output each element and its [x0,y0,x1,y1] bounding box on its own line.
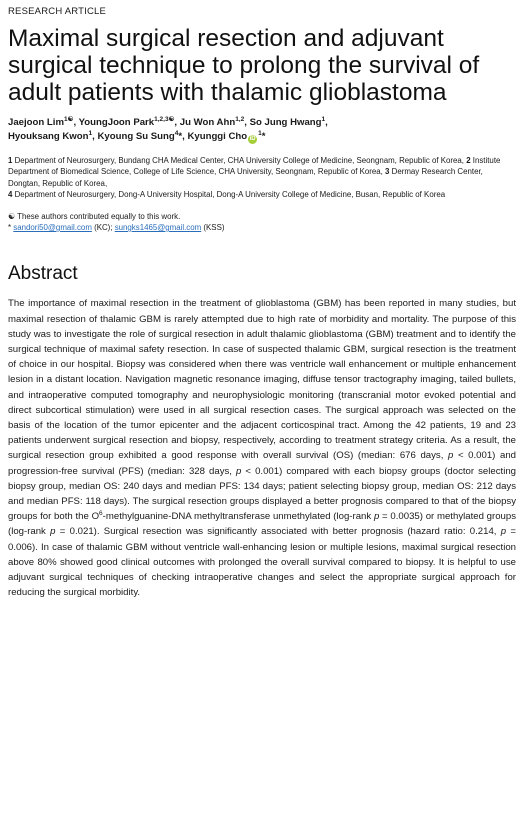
author-separator: , [182,131,188,142]
author-name[interactable]: Ju Won Ahn [179,117,236,128]
affiliation-number: 2 [466,156,471,165]
abstract-segment: < 0.001) and progression-free survival (PFS) (median: 328 days, [8,450,516,477]
corresponding-star: * [261,131,266,142]
author-name[interactable]: Jaejoon Lim [8,117,64,128]
author-notes [8,211,516,234]
abstract-segment: = 0.021). Surgical resection was significantly associated with better prognosis (hazard ratio: 0.214, [55,526,501,538]
abstract-heading: Abstract [8,263,78,285]
author-name[interactable]: Kyunggi Cho [187,131,248,142]
equal-contribution-note: ☯ These authors contributed equally to this work. [8,211,181,221]
abstract-segment: = 0.0035) or methylated groups (log-rank [8,511,517,538]
affiliation-number: 4 [8,190,13,200]
author-separator: , [325,117,328,128]
author-superscript: 1 [258,129,262,137]
author-superscript: 1 [321,115,326,123]
email-link[interactable]: sandori50@gmail.com [13,223,92,233]
author-separator: , [73,117,79,128]
orcid-icon[interactable]: iD [249,136,256,142]
p-value-symbol: p [500,526,507,538]
author-name[interactable]: So Jung Hwang [249,117,322,128]
author-name[interactable]: Kyoung Su Sung [97,131,175,142]
abstract-segment: < 0.001) compared with each biopsy groups (doctor selecting biopsy group, median OS: 240 days and median PFS: 134 days; patient selecting biopsy group, median OS: 212 days and median PFS: 118 days). The surgical resection groups displayed a better prognosis compared to that of the biopsy groups for both the O [8,465,516,523]
article-title: Maximal surgical resection and adjuvant surgical technique to prolong the survival of adult patients with thalamic glioblastoma [8,25,480,106]
author-list [8,116,516,144]
author-separator: , [92,131,98,142]
abstract-segment: = 0.006). In case of thalamic GBM without ventricle wall-enhancing lesion or multiple lesions, maximal surgical resection above 80% showed good clinical outcomes with prolonged the overall survival compared to biopsy. It is helpful to use adjuvant surgical techniques of checking intraoperative changes and select the appropriate surgical approach for reducing the surgical morbidity. [8,526,516,599]
abstract-segment: -methylguanine-DNA methyltransferase unmethylated (log-rank [102,511,374,523]
affiliation-text: Department of Neurosurgery, Bundang CHA Medical Center, CHA University College of Medicine, Seongnam, Republic of Korea, [12,156,467,165]
p-value-symbol: p [448,450,454,462]
p-value-symbol: p [50,526,56,538]
author-separator: , [174,117,180,128]
author-superscript: 1,2 [235,115,245,123]
corresponding-star: * [178,131,183,142]
author-name[interactable]: Hyouksang Kwon [8,131,89,142]
author-superscript: 4 [174,129,179,137]
affiliation-text: Dermay Research Center, Dongtan, Republic of Korea, [8,167,483,188]
affiliations [8,155,516,201]
author-separator: , [244,117,250,128]
affiliation-number: 1 [8,156,13,165]
correspondence-note [8,222,516,233]
p-value-symbol: p [236,465,242,477]
email-initials: (KC); [91,223,115,233]
affiliation-text: Department of Neurosurgery, Dong-A University Hospital, Dong-A University College of Medicine, Busan, Republic of Korea [12,190,446,200]
abstract-text [8,296,516,600]
article-page [8,6,516,601]
affiliation-text: Institute Department of Biomedical Science, College of Life Science, CHA University, Seongnam, Republic of Korea, [8,156,501,177]
correspondence-marker: * [8,223,14,233]
affiliation-number: 3 [385,167,390,177]
superscript: 6 [99,510,103,518]
email-initials: (KSS) [201,223,225,233]
email-link[interactable]: sungks1465@gmail.com [114,223,202,233]
abstract-segment: The importance of maximal resection in the treatment of glioblastoma (GBM) has been reported in many studies, but maximal resection of thalamic GBM is rarely attempted due to high rate of morbidity and mortality. The purpose of this study was to investigate the role of surgical resection in adult thalamic glioblastoma (GBM) treatment and to identify the surgical technique of maximal safety resection. In case of suspected thalamic GBM, surgical resection is the treatment of choice in our hospital. Biopsy was considered when there was ventricle wall enhancement or multiple enhancement lesion in a distant location. Navigation magnetic resonance imaging, diffuse tensor tractography imaging, tailed bullets, and intraoperative computed tomography and neurophysiologic monitoring (transcranial motor evoked potential and direct subcortical stimulation) were used in all surgical resection cases. The surgical approach was selected on the basis of the location of the tumor epicenter and the adjacent corticospinal tract. Among the 42 patients, 19 and 23 patients underwent surgical resection and biopsy, respectively, according to treatment strategy criteria. As a result, the surgical resection group exhibited a good response with overall survival (OS) (median: 676 days, [8,298,516,462]
author-name[interactable]: YoungJoon Park [78,117,155,128]
author-superscript: 1☯ [63,115,74,123]
author-superscript: 1,2,3☯ [154,115,175,123]
article-type-label: RESEARCH ARTICLE [8,6,107,17]
p-value-symbol: p [373,511,380,523]
author-superscript: 1 [88,129,93,137]
